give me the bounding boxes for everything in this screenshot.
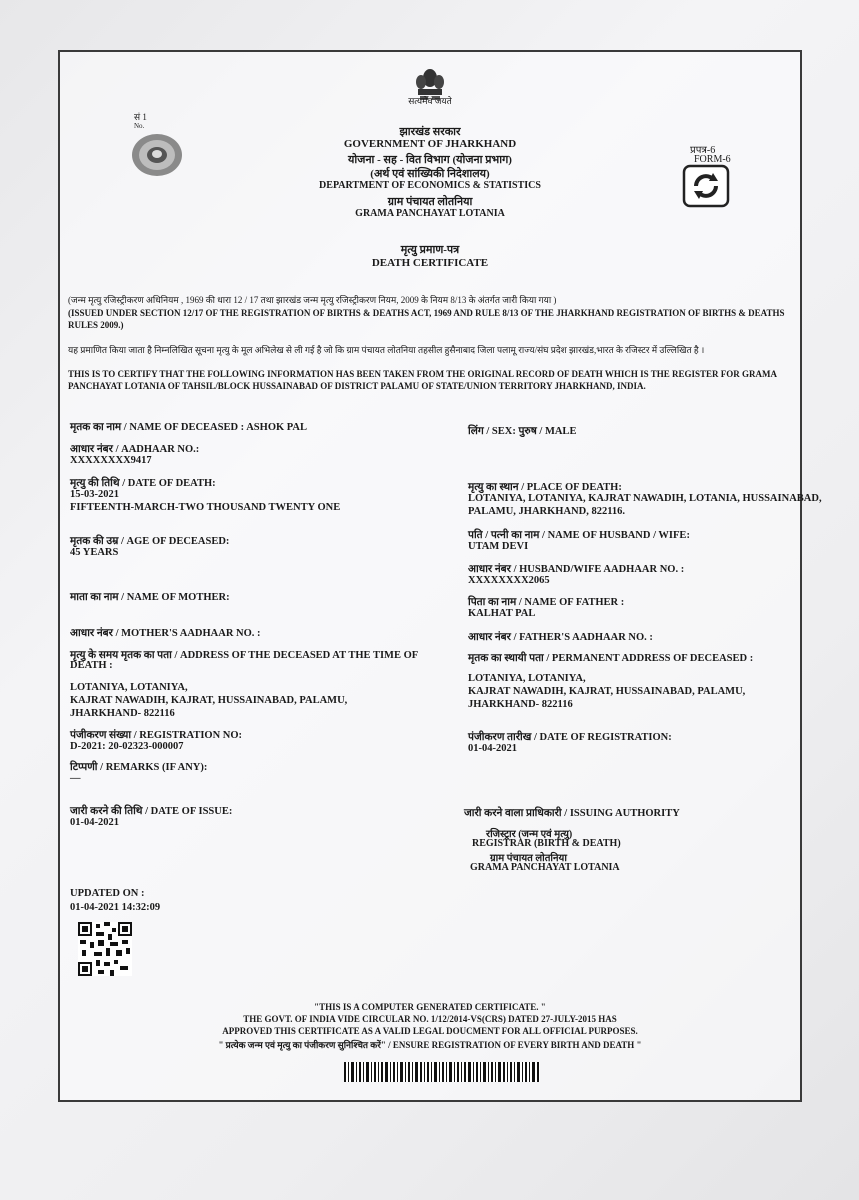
state-english: GOVERNMENT OF JHARKHAND <box>343 138 517 150</box>
registrar-panchayat-hindi: ग्राम पंचायत लोतनिया <box>490 853 567 864</box>
emblem-motto: सत्यमेव जयते <box>408 96 452 106</box>
footer-computer-generated: "THIS IS A COMPUTER GENERATED CERTIFICATE. " <box>314 1002 546 1012</box>
spouse-aadhaar-label: आधार नंबर / HUSBAND/WIFE AADHAAR NO. : <box>468 564 685 575</box>
qr-code <box>78 922 132 976</box>
issuing-authority-label: जारी करने वाला प्राधिकारी / ISSUING AUTHORITY <box>464 808 680 819</box>
title-hindi: मृत्यु प्रमाण-पत्र <box>400 244 460 256</box>
footer-circular: THE GOVT. OF INDIA VIDE CIRCULAR NO. 1/12/2014-VS(CRS) DATED 27-JULY-2015 HAS <box>243 1014 617 1024</box>
address-line-2: KAJRAT NAWADIH, KAJRAT, HUSSAINABAD, PALAMU, <box>70 695 348 706</box>
spouse-name-value: UTAM DEVI <box>468 541 529 552</box>
issue-date-value: 01-04-2021 <box>70 817 119 828</box>
death-date-words: FIFTEENTH-MARCH-TWO THOUSAND TWENTY ONE <box>70 502 341 513</box>
death-place-line-2: PALAMU, JHARKHAND, 822116. <box>468 506 626 517</box>
page-title: DEATH CERTIFICATE <box>371 257 489 269</box>
address-label-1: मृत्यु के समय मृतक का पता / ADDRESS OF THE DECEASED AT THE TIME OF <box>70 650 419 661</box>
remarks-value: — <box>70 773 81 784</box>
remarks-label: टिप्पणी / REMARKS (IF ANY): <box>70 762 208 773</box>
updated-label: UPDATED ON : <box>70 888 145 899</box>
form-number-english: FORM-6 <box>694 154 731 165</box>
father-name-value: KALHAT PAL <box>468 608 536 619</box>
footer-registration-slogan: " प्रत्येक जन्म एवं मृत्यु का पंजीकरण सुनिश्चित करें" / ENSURE REGISTRATION OF EVERY BIRTH AND DEATH " <box>218 1040 642 1050</box>
registration-date-value: 01-04-2021 <box>468 743 517 754</box>
address-label-2: DEATH : <box>70 660 113 671</box>
permanent-address-line-3: JHARKHAND- 822116 <box>468 699 573 710</box>
dept-hindi-2: (अर्थ एवं सांख्यिकी निदेशालय) <box>370 168 490 180</box>
spouse-name-label: पति / पत्नी का नाम / NAME OF HUSBAND / WIFE: <box>468 530 690 541</box>
certificate-sheet <box>58 50 822 1102</box>
mother-name-label: माता का नाम / NAME OF MOTHER: <box>70 592 230 603</box>
registrar-english: REGISTRAR (BIRTH & DEATH) <box>472 838 621 849</box>
aadhaar-label: आधार नंबर / AADHAAR NO.: <box>70 444 200 455</box>
address-line-1: LOTANIYA, LOTANIYA, <box>70 682 188 693</box>
dept-hindi-1: योजना - सह - वित विभाग (योजना प्रभाग) <box>348 154 512 166</box>
permanent-address-label: मृतक का स्थायी पता / PERMANENT ADDRESS OF DECEASED : <box>468 653 754 664</box>
barcode <box>344 1062 540 1082</box>
death-place-line-1: LOTANIYA, LOTANIYA, KAJRAT NAWADIH, LOTANIA, HUSSAINABAD, <box>468 493 822 504</box>
serial-sub: No. <box>134 122 145 130</box>
issue-date-label: जारी करने की तिथि / DATE OF ISSUE: <box>70 806 233 817</box>
certify-english: THIS IS TO CERTIFY THAT THE FOLLOWING INFORMATION HAS BEEN TAKEN FROM THE ORIGINAL RECORD OF DEATH WHICH IS THE REGISTER FOR GRAMA PANCHAYAT LOTANIA OF TAHSIL/BLOCK HUSSAINABAD OF DISTRICT PALAMU OF STATE/UNION TERRITORY JHARKHAND, INDIA. <box>68 369 777 391</box>
father-aadhaar-label: आधार नंबर / FATHER'S AADHAAR NO. : <box>468 632 653 643</box>
form-number-hindi: प्रपत्र-6 <box>690 145 716 156</box>
preamble-hindi: (जन्म मृत्यु रजिस्ट्रीकरण अधिनियम , 1969 की धारा 12 / 17 तथा झारखंड जन्म मृत्यु रजिस्ट्रीकरण नियम, 2009 के नियम 8/13 के अंतर्गत जारी किया गया ) <box>68 295 557 305</box>
footer-approval: APPROVED THIS CERTIFICATE AS A VALID LEGAL DOUCMENT FOR ALL OFFICIAL PURPOSES. <box>222 1026 638 1036</box>
age-label: मृतक की उम्र / AGE OF DECEASED: <box>70 536 230 547</box>
death-date-value: 15-03-2021 <box>70 489 119 500</box>
address-line-3: JHARKHAND- 822116 <box>70 708 175 719</box>
registrar-hindi: रजिस्ट्रार (जन्म एवं मृत्यु) <box>486 829 573 840</box>
spouse-aadhaar-value: XXXXXXXX2065 <box>468 575 550 586</box>
registrar-panchayat-english: GRAMA PANCHAYAT LOTANIA <box>470 862 620 873</box>
preamble-english: (ISSUED UNDER SECTION 12/17 OF THE REGISTRATION OF BIRTHS & DEATHS ACT, 1969 AND RULE 8/13 OF THE JHARKHAND REGISTRATION OF BIRTHS & DEATHS RULES 2009.) <box>68 308 785 330</box>
crs-logo-icon <box>682 164 730 208</box>
state-hindi: झारखंड सरकार <box>399 126 461 138</box>
death-place-label: मृत्यु का स्थान / PLACE OF DEATH: <box>468 482 622 493</box>
father-name-label: पिता का नाम / NAME OF FATHER : <box>468 597 625 608</box>
dept-english: DEPARTMENT OF ECONOMICS & STATISTICS <box>319 180 541 191</box>
registration-date-label: पंजीकरण तारीख / DATE OF REGISTRATION: <box>468 732 672 743</box>
serial-mark: सं 1 <box>134 112 147 122</box>
deceased-name: मृतक का नाम / NAME OF DECEASED : ASHOK PAL <box>70 422 307 433</box>
mother-aadhaar-label: आधार नंबर / MOTHER'S AADHAAR NO. : <box>70 628 261 639</box>
permanent-address-line-2: KAJRAT NAWADIH, KAJRAT, HUSSAINABAD, PALAMU, <box>468 686 746 697</box>
death-date-label: मृत्यु की तिथि / DATE OF DEATH: <box>70 478 216 489</box>
updated-value: 01-04-2021 14:32:09 <box>70 902 161 913</box>
national-emblem-icon <box>408 64 452 120</box>
panchayat-english: GRAMA PANCHAYAT LOTANIA <box>355 208 505 219</box>
registration-no-label: पंजीकरण संख्या / REGISTRATION NO: <box>70 730 243 741</box>
registration-no-value: D-2021: 20-02323-000007 <box>70 741 184 752</box>
age-value: 45 YEARS <box>70 547 119 558</box>
aadhaar-value: XXXXXXXX9417 <box>70 455 152 466</box>
certify-hindi: यह प्रमाणित किया जाता है निम्नलिखित सूचना मृत्यु के मूल अभिलेख से ली गई है जो कि ग्राम पंचायत लोतनिया तहसील हुसैनाबाद जिला पलामू राज्य/संघ प्रदेश झारखंड,भारत के रजिस्टर में उल्लिखित है । <box>68 345 705 355</box>
sex-label: लिंग / SEX: पुरुष / MALE <box>468 426 577 437</box>
permanent-address-line-1: LOTANIYA, LOTANIYA, <box>468 673 586 684</box>
panchayat-hindi: ग्राम पंचायत लोतनिया <box>387 196 473 208</box>
